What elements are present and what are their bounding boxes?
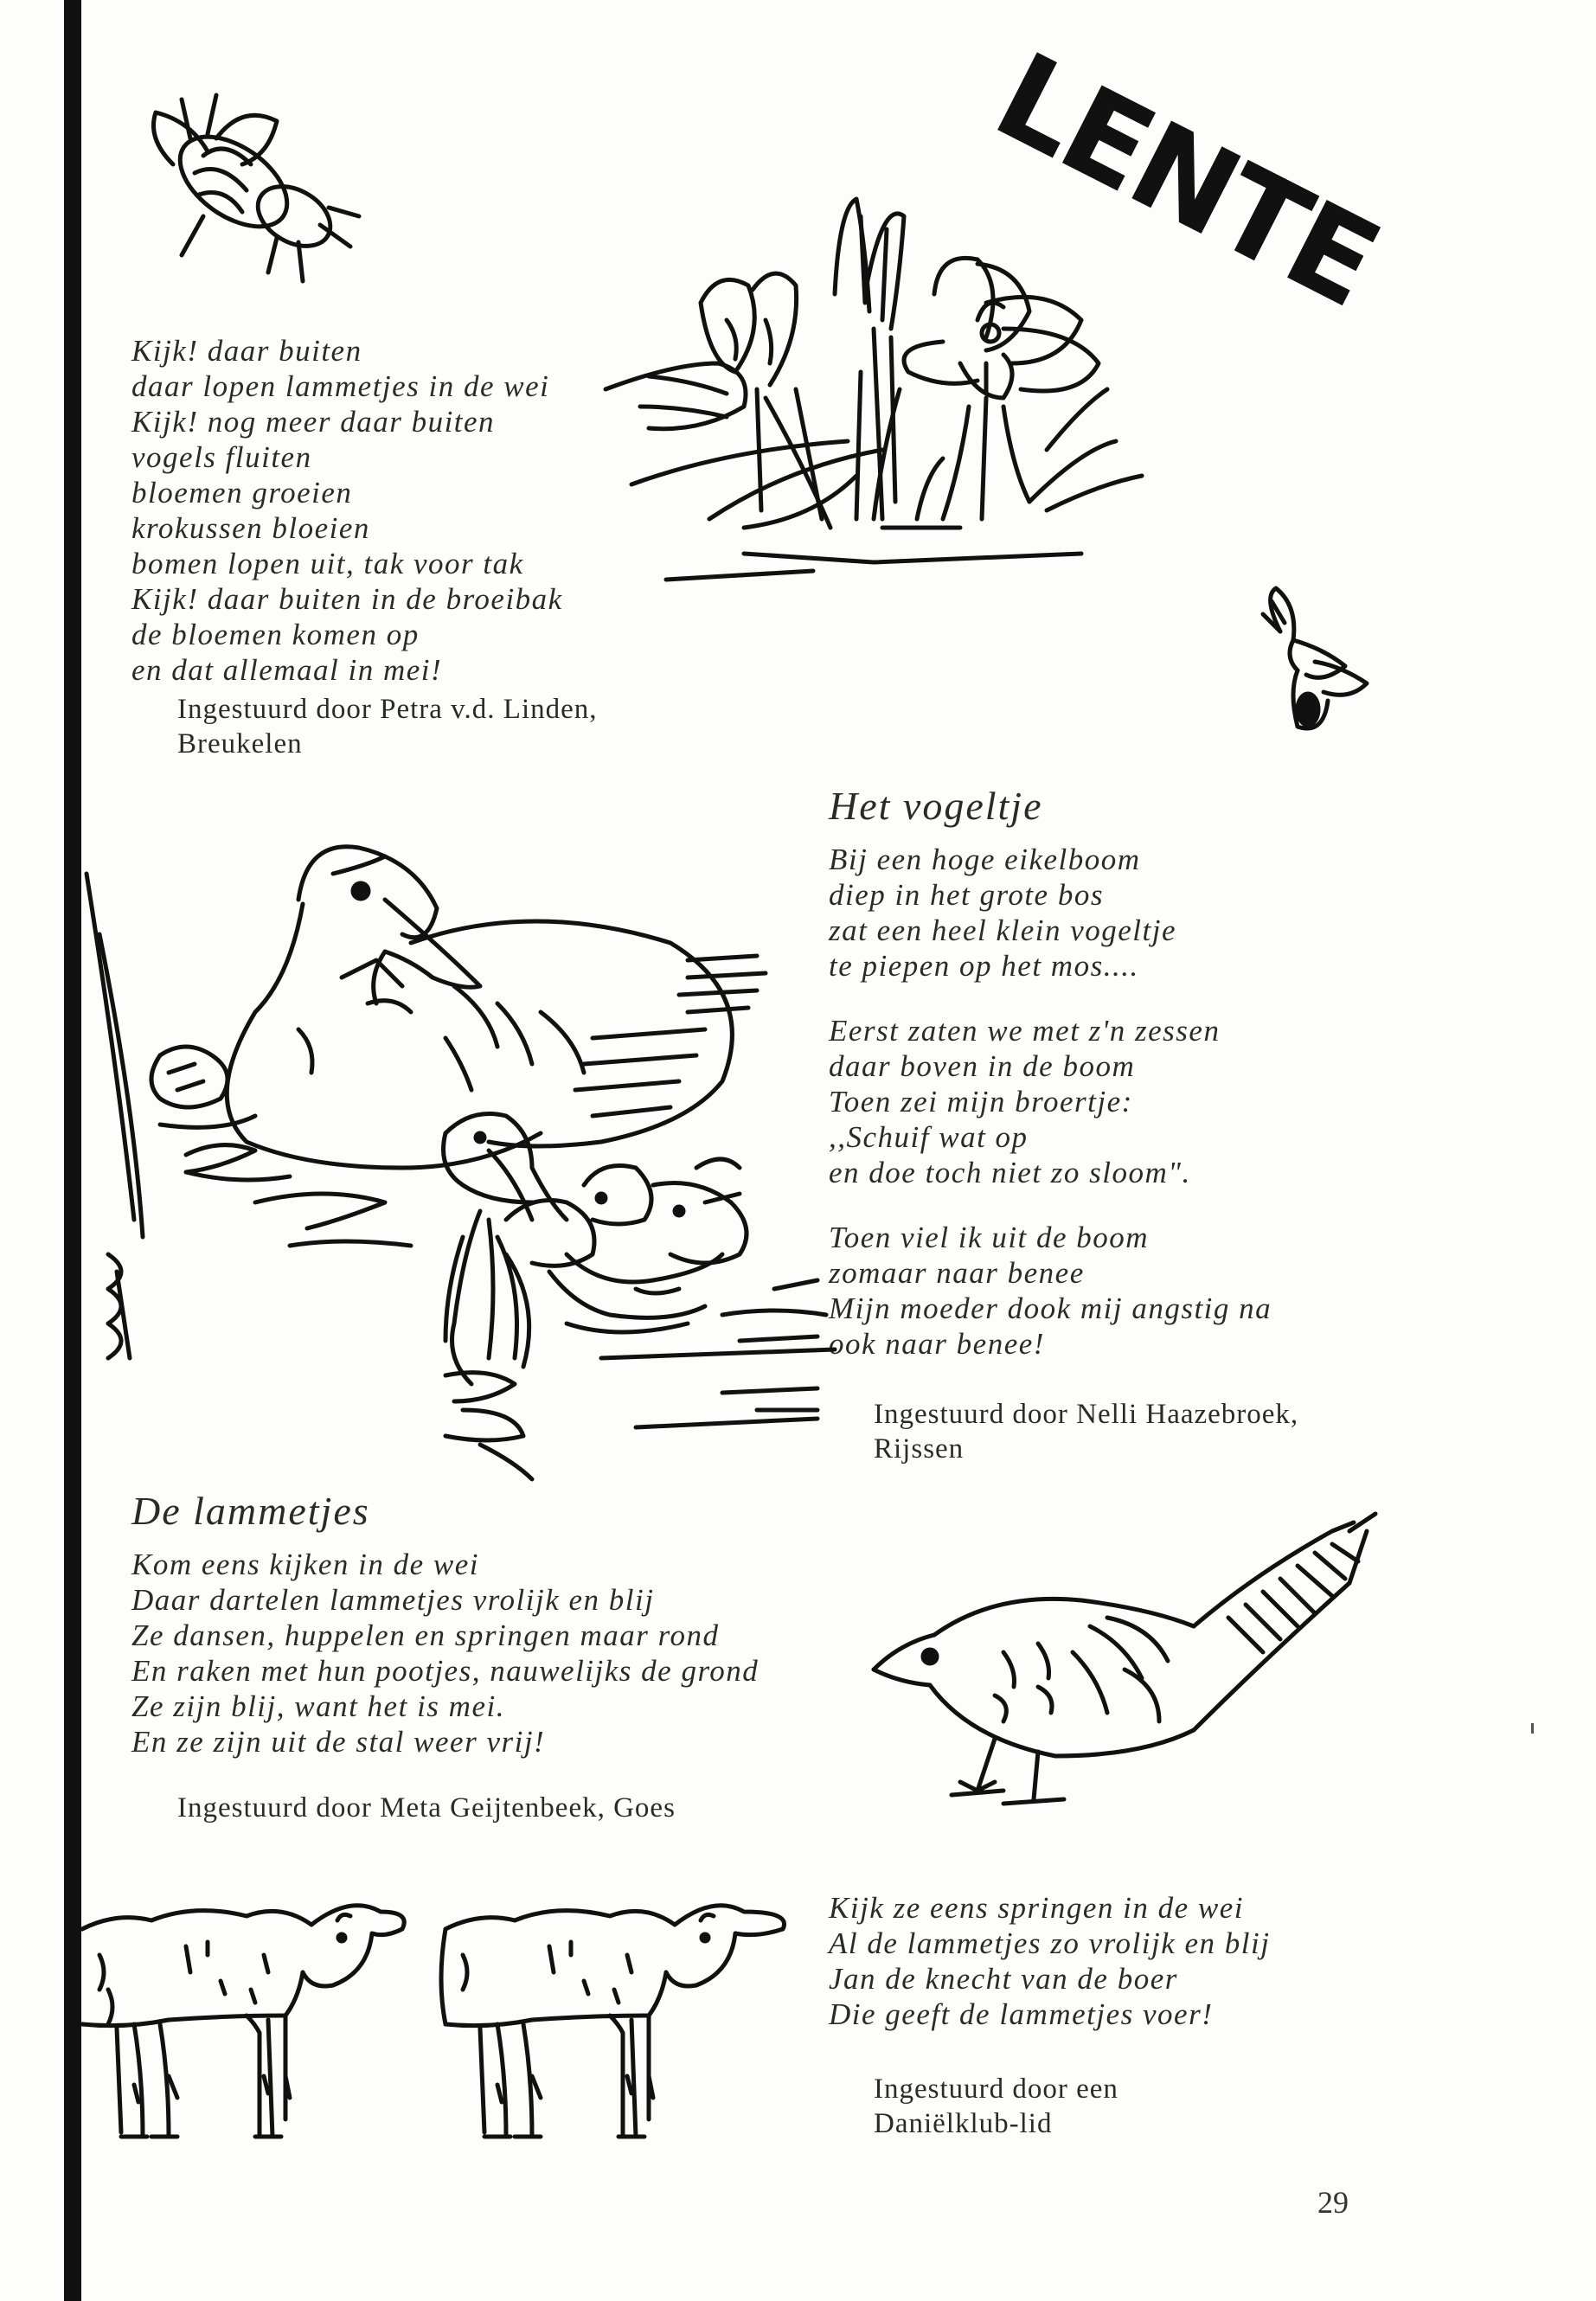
credit-nelli <box>874 1397 1298 1466</box>
credit-line: Daniëlklub-lid <box>874 2108 1053 2139</box>
poem-line: Die geeft de lammetjes voer! <box>829 1997 1214 2031</box>
poem-kijk-ze-eens-springen <box>829 1890 1270 2032</box>
poem-line: Ze dansen, huppelen en springen maar rond <box>131 1618 720 1652</box>
duck-illustration <box>82 804 826 1479</box>
poem-line: Eerst zaten we met z'n zessen <box>829 1014 1221 1048</box>
poem-kijk-daar-buiten <box>131 333 563 688</box>
poem-line: zat een heel klein vogeltje <box>829 913 1177 947</box>
credit-line: Ingestuurd door Petra v.d. Linden, <box>177 694 598 725</box>
credit-petra <box>177 692 598 761</box>
credit-line: Rijssen <box>874 1433 965 1465</box>
poem-line: daar lopen lammetjes in de wei <box>131 369 550 403</box>
poem-line: bloemen groeien <box>131 476 353 510</box>
crocus-illustration <box>597 190 1142 580</box>
poem-line: Kijk! daar buiten <box>131 334 362 368</box>
sparrow-illustration <box>865 1497 1401 1817</box>
poem-line: Kom eens kijken in de wei <box>131 1548 479 1581</box>
lamb-illustration <box>437 1877 800 2154</box>
credit-line: Ingestuurd door Meta Geijtenbeek, Goes <box>177 1792 676 1823</box>
poem-de-lammetjes <box>131 1547 759 1759</box>
poem-line: Al de lammetjes zo vrolijk en blij <box>829 1926 1271 1960</box>
butterfly-illustration <box>1246 588 1384 744</box>
poem-stanza <box>829 1013 1272 1190</box>
poem-line: diep in het grote bos <box>829 878 1104 912</box>
poem-line: En raken met hun pootjes, nauwelijks de grond <box>131 1654 760 1688</box>
credit-line: Ingestuurd door Nelli Haazebroek, <box>874 1399 1299 1430</box>
credit-danielklub <box>874 2072 1118 2141</box>
poem-line: Mijn moeder dook mij angstig na <box>829 1292 1272 1325</box>
credit-line: Breukelen <box>177 728 303 760</box>
poem-line: ,,Schuif wat op <box>829 1120 1029 1154</box>
poem-het-vogeltje <box>829 842 1272 1362</box>
poem-line: bomen lopen uit, tak voor tak <box>131 547 524 580</box>
poem-stanza <box>829 1220 1272 1362</box>
poem-stanza <box>829 842 1272 984</box>
poem-line: En ze zijn uit de stal weer vrij! <box>131 1725 546 1759</box>
credit-meta <box>177 1791 676 1825</box>
bee-illustration <box>121 87 381 311</box>
page-number: 29 <box>1317 2185 1349 2220</box>
poem-line: krokussen bloeien <box>131 511 370 545</box>
poem-line: Bij een hoge eikelboom <box>829 843 1141 876</box>
poem-line: Daar dartelen lammetjes vrolijk en blij <box>131 1583 655 1617</box>
poem-line: en dat allemaal in mei! <box>131 653 443 687</box>
poem-line: Jan de knecht van de boer <box>829 1962 1178 1996</box>
poem-line: vogels fluiten <box>131 440 312 474</box>
poem-line: en doe toch niet zo sloom". <box>829 1156 1191 1189</box>
scan-speck <box>1531 1723 1534 1734</box>
poem-line: Kijk ze eens springen in de wei <box>829 1891 1245 1925</box>
poem-line: Ze zijn blij, want het is mei. <box>131 1689 505 1723</box>
page-binding-edge <box>64 0 81 2301</box>
poem-line: Kijk! daar buiten in de broeibak <box>131 582 563 616</box>
poem-line: te piepen op het mos.... <box>829 949 1139 983</box>
poem-line: Kijk! nog meer daar buiten <box>131 405 496 439</box>
poem-line: Toen viel ik uit de boom <box>829 1221 1150 1254</box>
page-title-lente: LENTE <box>974 26 1398 334</box>
poem-title-de-lammetjes: De lammetjes <box>131 1489 370 1533</box>
poem-line: de bloemen komen op <box>131 618 420 651</box>
poem-line: ook naar benee! <box>829 1327 1045 1361</box>
poem-title-het-vogeltje: Het vogeltje <box>829 784 1043 828</box>
lamb-illustration <box>82 1877 415 2154</box>
poem-line: Toen zei mijn broertje: <box>829 1085 1133 1118</box>
poem-line: zomaar naar benee <box>829 1256 1085 1290</box>
credit-line: Ingestuurd door een <box>874 2073 1118 2105</box>
poem-line: daar boven in de boom <box>829 1049 1136 1083</box>
